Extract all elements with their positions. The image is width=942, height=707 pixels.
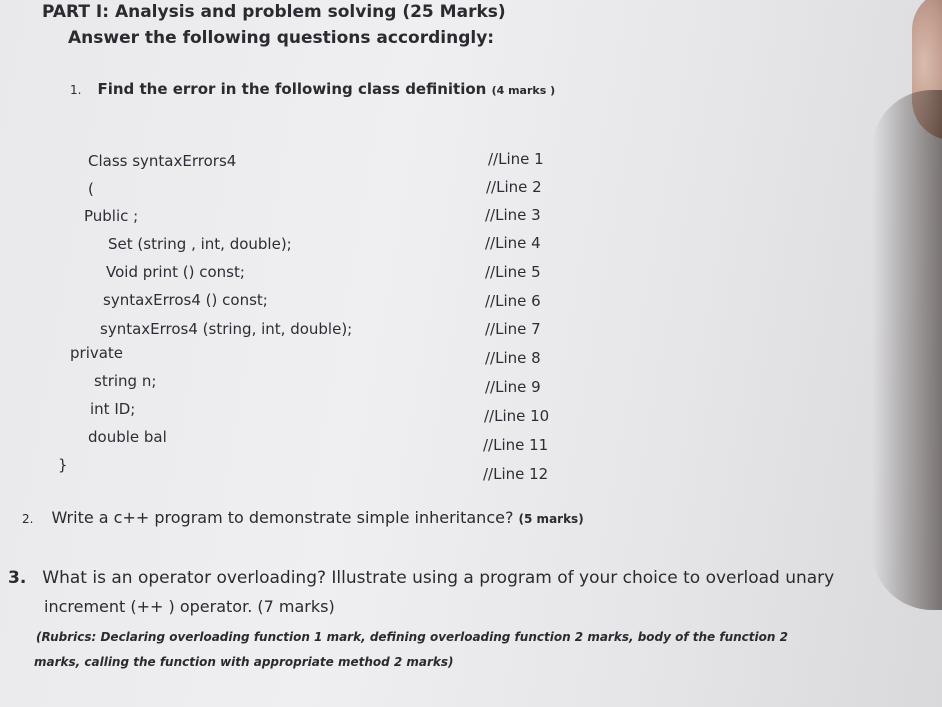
code-line: Void print () const;: [106, 263, 245, 281]
line-comment: //Line 12: [483, 465, 549, 483]
code-line: }: [58, 456, 68, 474]
code-line: double bal: [88, 428, 167, 446]
code-line: string n;: [94, 372, 157, 390]
code-line: private: [70, 344, 124, 362]
rubric-text: (Rubrics: Declaring overloading function 1 mark, defining overloading function 2 marks, body of the function 2: [36, 630, 788, 644]
question-1: [70, 80, 555, 98]
line-comment: //Line 4: [485, 234, 541, 252]
question-number: 1.: [70, 83, 82, 97]
question-2: [22, 508, 584, 527]
line-comment: //Line 2: [486, 178, 542, 196]
code-line: int ID;: [90, 400, 136, 418]
instruction: Answer the following questions accordingly:: [68, 28, 495, 48]
code-line: Class syntaxErrors4: [88, 152, 237, 170]
rubric-text: marks, calling the function with appropriate method 2 marks): [34, 655, 454, 669]
question-number: 2.: [22, 512, 34, 526]
line-comment: //Line 11: [483, 436, 549, 454]
question-marks: (5 marks): [518, 512, 584, 526]
line-comment: //Line 6: [485, 292, 541, 310]
code-line: Set (string , int, double);: [108, 235, 292, 253]
line-comment: //Line 8: [485, 349, 541, 367]
code-line: syntaxErros4 () const;: [103, 291, 268, 309]
code-line: Public ;: [84, 207, 139, 225]
question-number: 3.: [8, 568, 27, 588]
question-marks: (4 marks ): [491, 84, 556, 97]
line-comment: //Line 5: [485, 263, 541, 281]
question-3-continuation: increment (++ ) operator. (7 marks): [44, 597, 335, 616]
line-comment: //Line 10: [484, 407, 550, 425]
line-comment: //Line 9: [485, 378, 541, 396]
question-text: What is an operator overloading? Illustrate using a program of your choice to overload unary: [42, 568, 835, 588]
question-text: Find the error in the following class definition: [97, 80, 487, 98]
page-edge-shadow: [872, 90, 942, 610]
question-3: [8, 568, 834, 588]
code-line: (: [88, 180, 94, 198]
line-comment: //Line 1: [488, 150, 544, 168]
page-title: PART I: Analysis and problem solving (25 Marks): [42, 2, 506, 22]
code-line: syntaxErros4 (string, int, double);: [100, 320, 353, 338]
line-comment: //Line 7: [485, 320, 541, 338]
line-comment: //Line 3: [485, 206, 541, 224]
question-text: Write a c++ program to demonstrate simple inheritance?: [51, 508, 514, 527]
